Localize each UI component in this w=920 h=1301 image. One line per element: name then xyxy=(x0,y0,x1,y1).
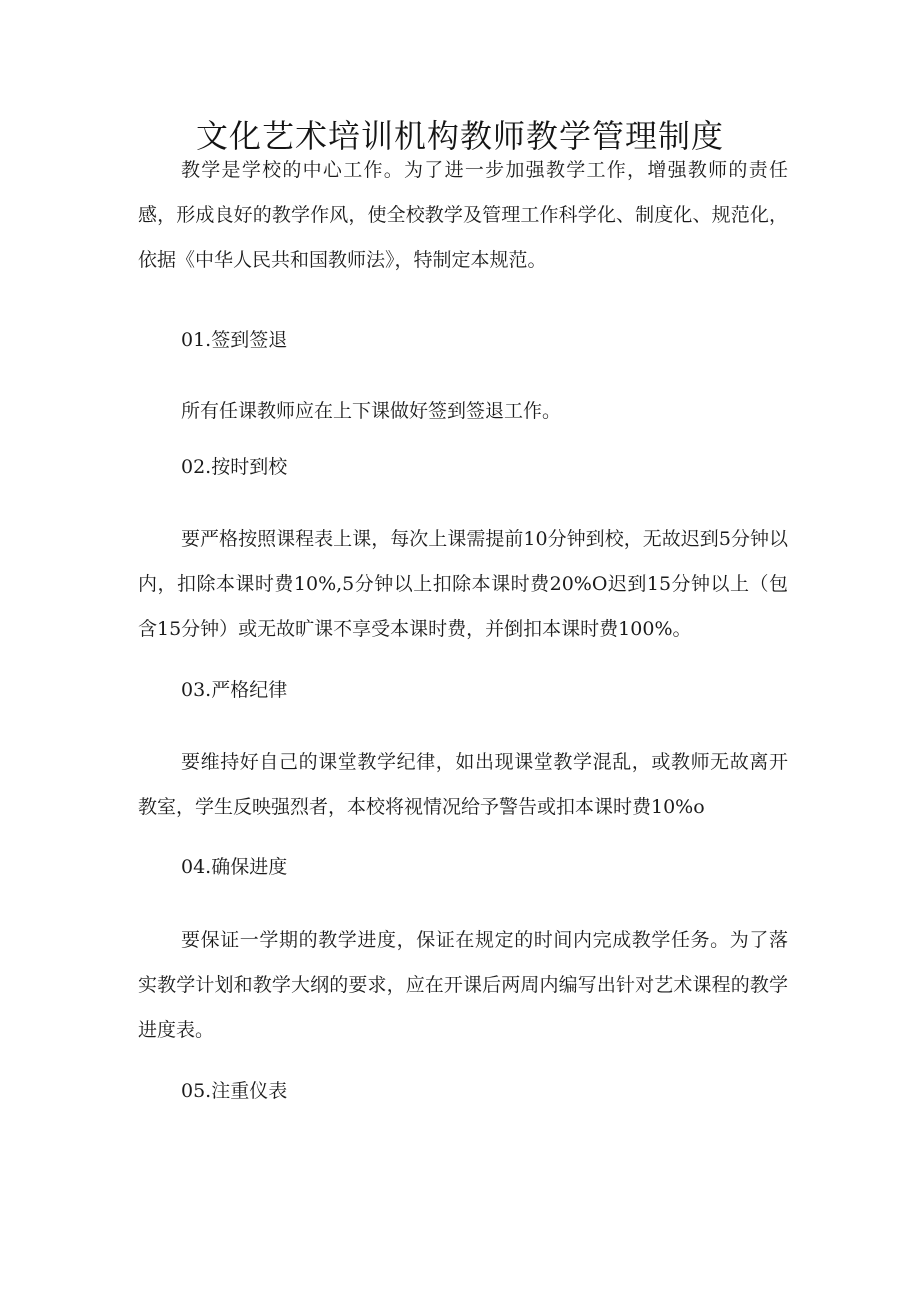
section-heading-progress: 04.确保进度 xyxy=(181,856,288,878)
section-body-punctuality: 要严格按照课程表上课，每次上课需提前10分钟到校，无故迟到5分钟以内，扣除本课时费10%,5分钟以上扣除本课时费20%O迟到15分钟以上（包含15分钟）或无故旷课不享受本课时费，并倒扣本课时费100%。 xyxy=(138,528,788,640)
section-heading-punctuality: 02.按时到校 xyxy=(181,456,288,478)
section-heading-sign-in: 01.签到签退 xyxy=(181,329,288,351)
document-title: 文化艺术培训机构教师教学管理制度 xyxy=(195,117,724,155)
section-body-sign-in: 所有任课教师应在上下课做好签到签退工作。 xyxy=(181,400,562,422)
intro-paragraph: 教学是学校的中心工作。为了进一步加强教学工作，增强教师的责任感，形成良好的教学作风，使全校教学及管理工作科学化、制度化、规范化，依据《中华人民共和国教师法》，特制定本规范。 xyxy=(138,159,788,271)
section-heading-appearance: 05.注重仪表 xyxy=(181,1080,288,1102)
section-heading-discipline: 03.严格纪律 xyxy=(181,679,288,701)
section-body-discipline: 要维持好自己的课堂教学纪律，如出现课堂教学混乱，或教师无故离开教室，学生反映强烈者，本校将视情况给予警告或扣本课时费10%o xyxy=(138,751,788,818)
section-body-progress: 要保证一学期的教学进度，保证在规定的时间内完成教学任务。为了落实教学计划和教学大纲的要求，应在开课后两周内编写出针对艺术课程的教学进度表。 xyxy=(138,929,788,1041)
